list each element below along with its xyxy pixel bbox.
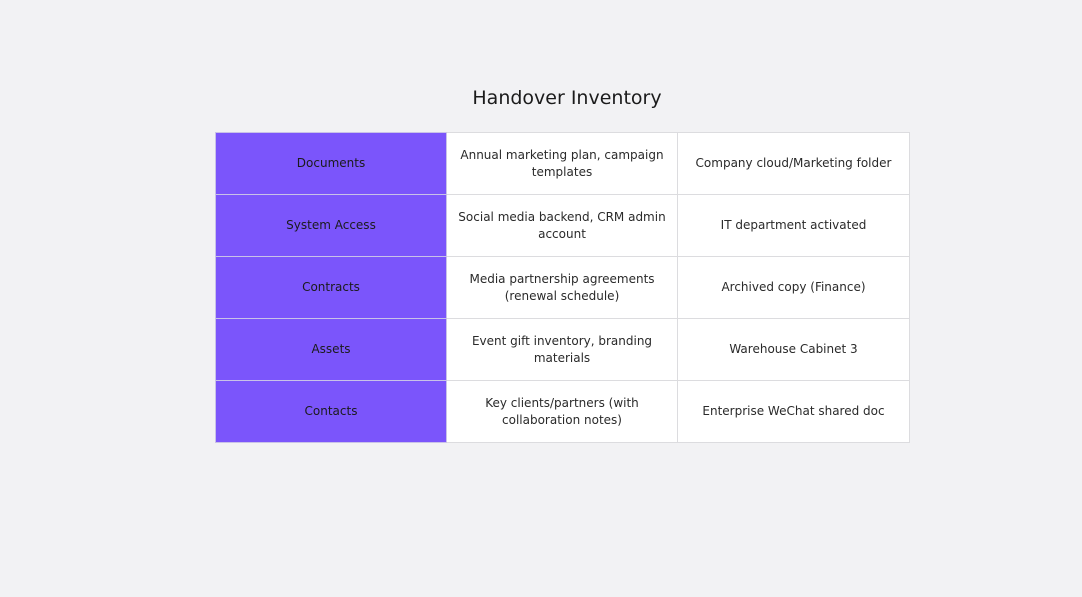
category-cell: Documents xyxy=(216,133,447,195)
category-cell: Contracts xyxy=(216,257,447,319)
table-row xyxy=(216,195,910,257)
table-row xyxy=(216,381,910,443)
table-row xyxy=(216,319,910,381)
location-cell: Warehouse Cabinet 3 xyxy=(678,319,910,381)
handover-table xyxy=(215,132,910,443)
page-title: Handover Inventory xyxy=(472,87,662,109)
items-cell: Social media backend, CRM admin account xyxy=(447,195,678,257)
items-cell: Annual marketing plan, campaign templates xyxy=(447,133,678,195)
location-cell: Company cloud/Marketing folder xyxy=(678,133,910,195)
category-cell: Contacts xyxy=(216,381,447,443)
items-cell: Event gift inventory, branding materials xyxy=(447,319,678,381)
items-cell: Key clients/partners (with collaboration notes) xyxy=(447,381,678,443)
location-cell: Enterprise WeChat shared doc xyxy=(678,381,910,443)
category-cell: Assets xyxy=(216,319,447,381)
category-cell: System Access xyxy=(216,195,447,257)
items-cell: Media partnership agreements (renewal schedule) xyxy=(447,257,678,319)
table-row xyxy=(216,133,910,195)
location-cell: IT department activated xyxy=(678,195,910,257)
location-cell: Archived copy (Finance) xyxy=(678,257,910,319)
table-row xyxy=(216,257,910,319)
